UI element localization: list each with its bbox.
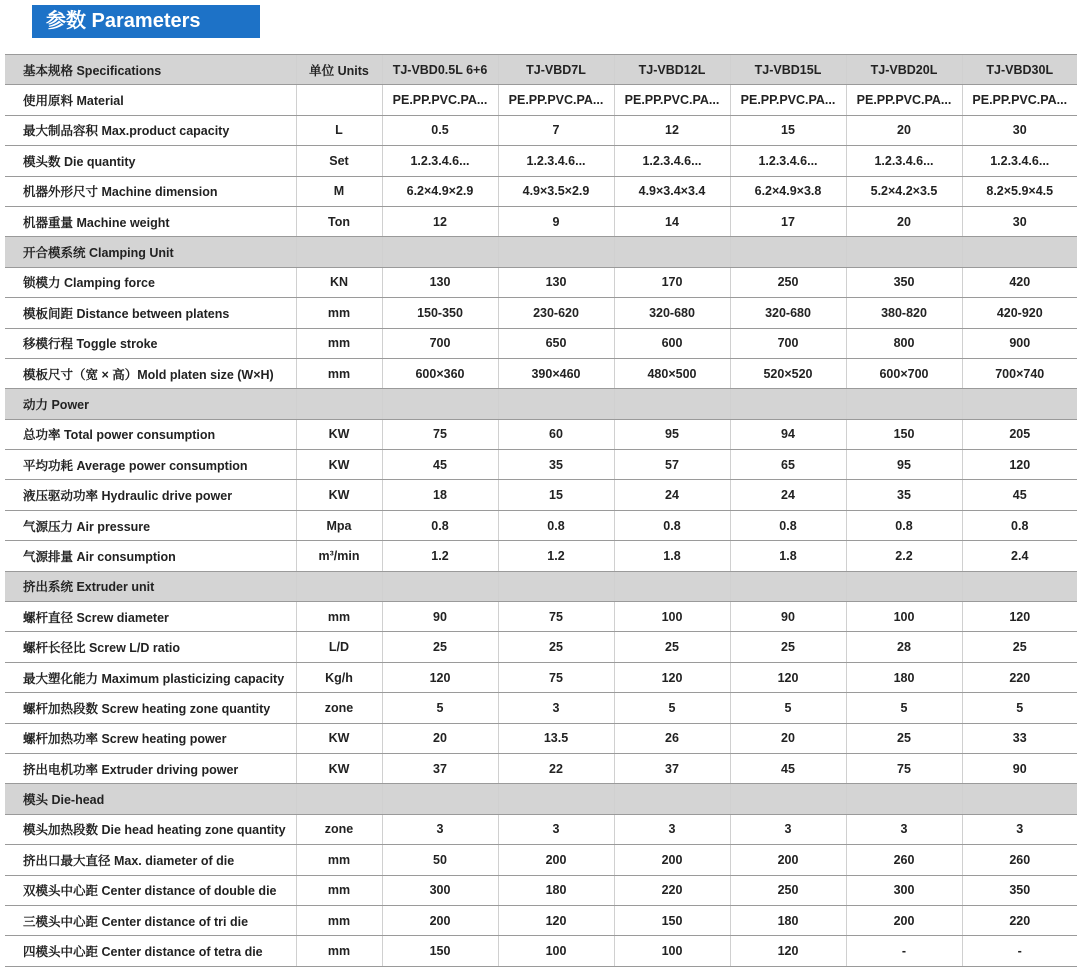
value-cell: 600×360 <box>382 358 498 388</box>
row-unit: L <box>296 115 382 145</box>
row-unit: Set <box>296 146 382 176</box>
row-label: 机器外形尺寸 Machine dimension <box>5 176 296 206</box>
row-label: 四模头中心距 Center distance of tetra die <box>5 936 296 966</box>
value-cell: 170 <box>614 267 730 297</box>
value-cell: 120 <box>962 602 1077 632</box>
value-cell: 230-620 <box>498 298 614 328</box>
value-cell: 200 <box>498 845 614 875</box>
value-cell: PE.PP.PVC.PA... <box>614 85 730 115</box>
section-cell <box>614 784 730 814</box>
header-spec: 基本规格 Specifications <box>5 55 296 85</box>
section-cell <box>730 784 846 814</box>
row-label: 最大制品容积 Max.product capacity <box>5 115 296 145</box>
table-row <box>5 267 1077 297</box>
value-cell: 1.2 <box>382 541 498 571</box>
row-unit: KN <box>296 267 382 297</box>
value-cell: 480×500 <box>614 358 730 388</box>
row-unit: L/D <box>296 632 382 662</box>
value-cell: 200 <box>846 905 962 935</box>
value-cell: 380-820 <box>846 298 962 328</box>
row-unit: mm <box>296 936 382 966</box>
value-cell: 28 <box>846 632 962 662</box>
value-cell: 100 <box>614 602 730 632</box>
value-cell: 1.2.3.4.6... <box>846 146 962 176</box>
value-cell: 100 <box>846 602 962 632</box>
value-cell: PE.PP.PVC.PA... <box>382 85 498 115</box>
row-unit: zone <box>296 693 382 723</box>
row-label: 模头加热段数 Die head heating zone quantity <box>5 814 296 844</box>
value-cell: 45 <box>962 480 1077 510</box>
table-row <box>5 206 1077 236</box>
section-cell <box>296 571 382 601</box>
section-row <box>5 389 1077 419</box>
value-cell: 3 <box>614 814 730 844</box>
value-cell: 5 <box>846 693 962 723</box>
value-cell: 5 <box>962 693 1077 723</box>
value-cell: 25 <box>846 723 962 753</box>
header-units: 单位 Units <box>296 55 382 85</box>
value-cell: 22 <box>498 753 614 783</box>
table-row <box>5 602 1077 632</box>
value-cell: 90 <box>962 753 1077 783</box>
table-row <box>5 875 1077 905</box>
row-unit: KW <box>296 753 382 783</box>
value-cell: 37 <box>382 753 498 783</box>
value-cell: 3 <box>498 693 614 723</box>
value-cell: 20 <box>846 115 962 145</box>
value-cell: 57 <box>614 450 730 480</box>
value-cell: 1.8 <box>730 541 846 571</box>
row-label: 平均功耗 Average power consumption <box>5 450 296 480</box>
header-model: TJ-VBD15L <box>730 55 846 85</box>
value-cell: 75 <box>382 419 498 449</box>
value-cell: 120 <box>498 905 614 935</box>
section-cell <box>962 237 1077 267</box>
row-label: 螺杆直径 Screw diameter <box>5 602 296 632</box>
value-cell: 250 <box>730 267 846 297</box>
row-unit: M <box>296 176 382 206</box>
header-row <box>5 55 1077 85</box>
value-cell: 250 <box>730 875 846 905</box>
value-cell: 25 <box>730 632 846 662</box>
value-cell: 12 <box>382 206 498 236</box>
table-row <box>5 115 1077 145</box>
value-cell: 75 <box>846 753 962 783</box>
row-unit: mm <box>296 905 382 935</box>
section-cell <box>846 237 962 267</box>
row-label: 螺杆加热段数 Screw heating zone quantity <box>5 693 296 723</box>
value-cell: 320-680 <box>614 298 730 328</box>
header-model: TJ-VBD7L <box>498 55 614 85</box>
value-cell: 420 <box>962 267 1077 297</box>
value-cell: 390×460 <box>498 358 614 388</box>
section-cell <box>614 389 730 419</box>
value-cell: 37 <box>614 753 730 783</box>
value-cell: PE.PP.PVC.PA... <box>498 85 614 115</box>
value-cell: 45 <box>382 450 498 480</box>
row-label: 锁模力 Clamping force <box>5 267 296 297</box>
table-row <box>5 814 1077 844</box>
value-cell: 24 <box>614 480 730 510</box>
row-label: 挤出口最大直径 Max. diameter of die <box>5 845 296 875</box>
table-row <box>5 176 1077 206</box>
section-cell <box>296 237 382 267</box>
value-cell: 2.4 <box>962 541 1077 571</box>
row-label: 移模行程 Toggle stroke <box>5 328 296 358</box>
value-cell: 4.9×3.5×2.9 <box>498 176 614 206</box>
section-cell <box>730 237 846 267</box>
value-cell: 30 <box>962 115 1077 145</box>
value-cell: 180 <box>730 905 846 935</box>
value-cell: 5 <box>730 693 846 723</box>
value-cell: 130 <box>498 267 614 297</box>
table-row <box>5 85 1077 115</box>
table-row <box>5 328 1077 358</box>
row-unit: zone <box>296 814 382 844</box>
value-cell: 95 <box>614 419 730 449</box>
value-cell: 200 <box>730 845 846 875</box>
value-cell: 150-350 <box>382 298 498 328</box>
table-row <box>5 450 1077 480</box>
section-label: 动力 Power <box>5 389 296 419</box>
row-unit: mm <box>296 358 382 388</box>
row-label: 挤出电机功率 Extruder driving power <box>5 753 296 783</box>
value-cell: 0.8 <box>730 510 846 540</box>
value-cell: 300 <box>846 875 962 905</box>
value-cell: 94 <box>730 419 846 449</box>
value-cell: 18 <box>382 480 498 510</box>
value-cell: 0.8 <box>846 510 962 540</box>
value-cell: 260 <box>846 845 962 875</box>
value-cell: 26 <box>614 723 730 753</box>
value-cell: 3 <box>962 814 1077 844</box>
value-cell: 9 <box>498 206 614 236</box>
section-cell <box>498 571 614 601</box>
section-row <box>5 571 1077 601</box>
section-label: 开合模系统 Clamping Unit <box>5 237 296 267</box>
value-cell: 2.2 <box>846 541 962 571</box>
value-cell: 90 <box>730 602 846 632</box>
value-cell: 650 <box>498 328 614 358</box>
value-cell: 90 <box>382 602 498 632</box>
table-row <box>5 723 1077 753</box>
section-cell <box>382 389 498 419</box>
value-cell: 15 <box>498 480 614 510</box>
value-cell: 17 <box>730 206 846 236</box>
value-cell: 100 <box>498 936 614 966</box>
table-row <box>5 662 1077 692</box>
value-cell: 35 <box>846 480 962 510</box>
value-cell: 60 <box>498 419 614 449</box>
section-cell <box>962 571 1077 601</box>
table-row <box>5 905 1077 935</box>
value-cell: 5.2×4.2×3.5 <box>846 176 962 206</box>
value-cell: - <box>846 936 962 966</box>
value-cell: 12 <box>614 115 730 145</box>
value-cell: 120 <box>730 936 846 966</box>
section-row <box>5 237 1077 267</box>
row-label: 气源压力 Air pressure <box>5 510 296 540</box>
table-row <box>5 419 1077 449</box>
row-label: 总功率 Total power consumption <box>5 419 296 449</box>
value-cell: 15 <box>730 115 846 145</box>
value-cell: 0.5 <box>382 115 498 145</box>
row-unit: mm <box>296 845 382 875</box>
value-cell: 7 <box>498 115 614 145</box>
section-cell <box>498 237 614 267</box>
header-model: TJ-VBD0.5L 6+6 <box>382 55 498 85</box>
value-cell: 150 <box>614 905 730 935</box>
value-cell: 0.8 <box>614 510 730 540</box>
value-cell: 25 <box>962 632 1077 662</box>
value-cell: PE.PP.PVC.PA... <box>962 85 1077 115</box>
row-label: 气源排量 Air consumption <box>5 541 296 571</box>
row-label: 机器重量 Machine weight <box>5 206 296 236</box>
row-label: 三模头中心距 Center distance of tri die <box>5 905 296 935</box>
value-cell: 25 <box>382 632 498 662</box>
value-cell: 150 <box>382 936 498 966</box>
value-cell: 900 <box>962 328 1077 358</box>
value-cell: 350 <box>962 875 1077 905</box>
value-cell: 3 <box>730 814 846 844</box>
value-cell: 5 <box>382 693 498 723</box>
section-cell <box>962 389 1077 419</box>
row-label: 模头数 Die quantity <box>5 146 296 176</box>
row-label: 液压驱动功率 Hydraulic drive power <box>5 480 296 510</box>
table-row <box>5 753 1077 783</box>
value-cell: 300 <box>382 875 498 905</box>
value-cell: PE.PP.PVC.PA... <box>730 85 846 115</box>
value-cell: 600 <box>614 328 730 358</box>
value-cell: 220 <box>614 875 730 905</box>
table-row <box>5 480 1077 510</box>
row-unit: m³/min <box>296 541 382 571</box>
table-row <box>5 936 1077 966</box>
table-row <box>5 845 1077 875</box>
row-unit: Ton <box>296 206 382 236</box>
section-cell <box>382 237 498 267</box>
value-cell: 520×520 <box>730 358 846 388</box>
value-cell: 6.2×4.9×3.8 <box>730 176 846 206</box>
section-cell <box>962 784 1077 814</box>
value-cell: 0.8 <box>498 510 614 540</box>
value-cell: 260 <box>962 845 1077 875</box>
value-cell: 1.2.3.4.6... <box>382 146 498 176</box>
value-cell: 320-680 <box>730 298 846 328</box>
table-row <box>5 632 1077 662</box>
value-cell: 220 <box>962 662 1077 692</box>
value-cell: 1.8 <box>614 541 730 571</box>
value-cell: 25 <box>498 632 614 662</box>
section-cell <box>296 389 382 419</box>
value-cell: 220 <box>962 905 1077 935</box>
value-cell: 600×700 <box>846 358 962 388</box>
table-body <box>5 55 1077 967</box>
value-cell: 45 <box>730 753 846 783</box>
value-cell: 700 <box>382 328 498 358</box>
header-model: TJ-VBD30L <box>962 55 1077 85</box>
value-cell: 130 <box>382 267 498 297</box>
table-row <box>5 146 1077 176</box>
value-cell: 0.8 <box>962 510 1077 540</box>
row-label: 模板尺寸（宽 × 高）Mold platen size (W×H) <box>5 358 296 388</box>
value-cell: 1.2 <box>498 541 614 571</box>
row-unit: KW <box>296 480 382 510</box>
table-row <box>5 298 1077 328</box>
value-cell: 200 <box>382 905 498 935</box>
row-unit: Kg/h <box>296 662 382 692</box>
value-cell: 1.2.3.4.6... <box>498 146 614 176</box>
page-title: 参数 Parameters <box>32 5 260 38</box>
section-cell <box>382 571 498 601</box>
row-label: 模板间距 Distance between platens <box>5 298 296 328</box>
value-cell: 14 <box>614 206 730 236</box>
section-label: 模头 Die-head <box>5 784 296 814</box>
row-unit: mm <box>296 298 382 328</box>
value-cell: 120 <box>730 662 846 692</box>
table-row <box>5 358 1077 388</box>
row-label: 最大塑化能力 Maximum plasticizing capacity <box>5 662 296 692</box>
value-cell: 20 <box>730 723 846 753</box>
row-unit: mm <box>296 875 382 905</box>
value-cell: 24 <box>730 480 846 510</box>
section-cell <box>730 571 846 601</box>
value-cell: 3 <box>498 814 614 844</box>
table-row <box>5 510 1077 540</box>
header-model: TJ-VBD20L <box>846 55 962 85</box>
value-cell: 4.9×3.4×3.4 <box>614 176 730 206</box>
value-cell: 35 <box>498 450 614 480</box>
value-cell: 420-920 <box>962 298 1077 328</box>
value-cell: 1.2.3.4.6... <box>730 146 846 176</box>
value-cell: 95 <box>846 450 962 480</box>
value-cell: 33 <box>962 723 1077 753</box>
value-cell: 6.2×4.9×2.9 <box>382 176 498 206</box>
row-label: 螺杆加热功率 Screw heating power <box>5 723 296 753</box>
value-cell: 200 <box>614 845 730 875</box>
value-cell: 180 <box>846 662 962 692</box>
value-cell: 1.2.3.4.6... <box>962 146 1077 176</box>
value-cell: 75 <box>498 662 614 692</box>
row-unit: mm <box>296 602 382 632</box>
parameters-table <box>5 54 1077 967</box>
value-cell: 5 <box>614 693 730 723</box>
section-cell <box>382 784 498 814</box>
value-cell: 20 <box>846 206 962 236</box>
value-cell: - <box>962 936 1077 966</box>
value-cell: 205 <box>962 419 1077 449</box>
section-cell <box>498 784 614 814</box>
value-cell: 150 <box>846 419 962 449</box>
table-row <box>5 541 1077 571</box>
value-cell: 50 <box>382 845 498 875</box>
value-cell: 700×740 <box>962 358 1077 388</box>
value-cell: 800 <box>846 328 962 358</box>
table-row <box>5 693 1077 723</box>
section-cell <box>296 784 382 814</box>
section-cell <box>498 389 614 419</box>
row-unit: KW <box>296 450 382 480</box>
row-unit <box>296 85 382 115</box>
value-cell: 25 <box>614 632 730 662</box>
value-cell: 75 <box>498 602 614 632</box>
row-label: 螺杆长径比 Screw L/D ratio <box>5 632 296 662</box>
section-cell <box>614 571 730 601</box>
section-cell <box>846 784 962 814</box>
row-unit: Mpa <box>296 510 382 540</box>
value-cell: 100 <box>614 936 730 966</box>
value-cell: 8.2×5.9×4.5 <box>962 176 1077 206</box>
row-label: 双模头中心距 Center distance of double die <box>5 875 296 905</box>
value-cell: 0.8 <box>382 510 498 540</box>
value-cell: 1.2.3.4.6... <box>614 146 730 176</box>
section-cell <box>614 237 730 267</box>
value-cell: 30 <box>962 206 1077 236</box>
section-row <box>5 784 1077 814</box>
value-cell: 350 <box>846 267 962 297</box>
value-cell: 120 <box>614 662 730 692</box>
value-cell: 120 <box>962 450 1077 480</box>
row-unit: KW <box>296 723 382 753</box>
value-cell: 3 <box>846 814 962 844</box>
value-cell: 120 <box>382 662 498 692</box>
value-cell: 180 <box>498 875 614 905</box>
row-unit: mm <box>296 328 382 358</box>
value-cell: 700 <box>730 328 846 358</box>
row-unit: KW <box>296 419 382 449</box>
value-cell: 20 <box>382 723 498 753</box>
section-cell <box>846 571 962 601</box>
header-model: TJ-VBD12L <box>614 55 730 85</box>
section-cell <box>846 389 962 419</box>
row-label: 使用原料 Material <box>5 85 296 115</box>
value-cell: 3 <box>382 814 498 844</box>
value-cell: 13.5 <box>498 723 614 753</box>
section-cell <box>730 389 846 419</box>
value-cell: PE.PP.PVC.PA... <box>846 85 962 115</box>
value-cell: 65 <box>730 450 846 480</box>
section-label: 挤出系统 Extruder unit <box>5 571 296 601</box>
